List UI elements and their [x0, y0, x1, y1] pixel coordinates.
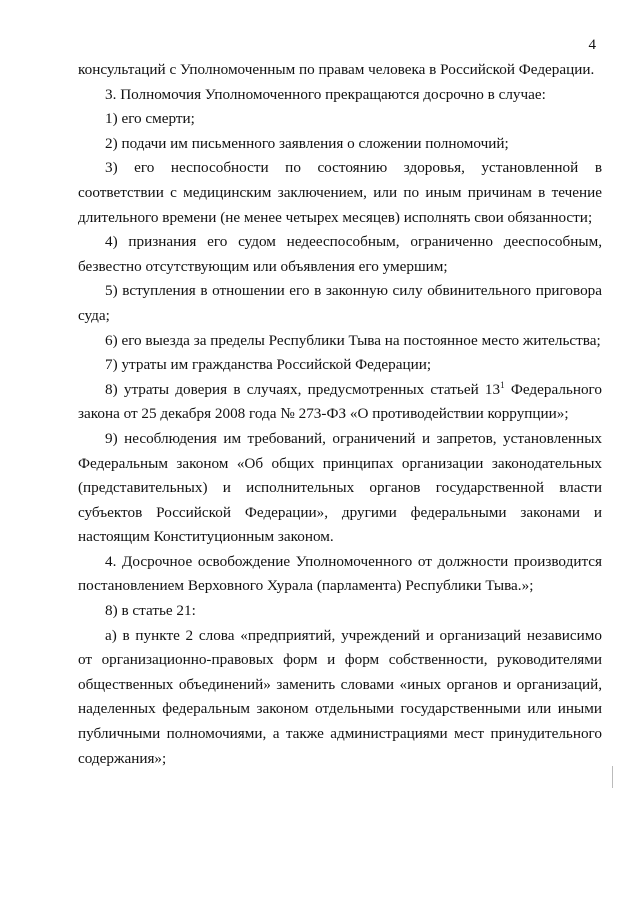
list-item-7: 7) утраты им гражданства Российской Федерации;: [105, 356, 432, 374]
paragraph-continuation: консультаций с Уполномоченным по правам человека в Российской Федерации.: [78, 61, 595, 78]
list-item-1: 1) его смерти;: [105, 110, 195, 128]
list-item-9: 9) несоблюдения им требований, ограничений и запретов, установленных Федеральным законом «Об общих принципах организации законодательных (представительных) и исполнительных органов государственной власти субъектов Российской Федерации», другими федеральными законами и настоящим Конституционным законом.: [78, 429, 602, 546]
list-item-8-text-after: Федерального закона от 25 декабря 2008 года № 273-ФЗ «О противодействии коррупции»;: [78, 380, 602, 423]
page-number: 4: [588, 37, 596, 53]
article-superscript: 1: [500, 379, 505, 390]
list-item-5: 5) вступления в отношении его в законную силу обвинительного приговора суда;: [78, 282, 602, 324]
paragraph-clause-3-heading: 3. Полномочия Уполномоченного прекращаются досрочно в случае:: [105, 85, 546, 103]
paragraph-article-21-heading: 8) в статье 21:: [105, 602, 196, 620]
list-item-3: 3) его неспособности по состоянию здоровья, установленной в соответствии с медицинским заключением, или по иным причинам в течение длительного времени (не менее четырех месяцев) исполнять свои обязанности;: [78, 159, 602, 226]
list-item-4: 4) признания его судом недееспособным, ограниченно дееспособным, безвестно отсутствующим или объявления его умершим;: [78, 233, 602, 275]
document-body: [78, 58, 602, 771]
list-item-8-text-before: 8) утраты доверия в случаях, предусмотренных статьей 13: [105, 380, 501, 398]
scan-margin-mark: [612, 766, 613, 788]
list-item-6: 6) его выезда за пределы Республики Тыва на постоянное место жительства;: [105, 331, 601, 349]
list-item-2: 2) подачи им письменного заявления о сложении полномочий;: [105, 134, 509, 152]
list-item-8: [78, 378, 602, 427]
paragraph-subclause-a: а) в пункте 2 слова «предприятий, учреждений и организаций независимо от организационно-правовых форм и форм собственности, руководителями общественных объединений» заменить словами «иных органов и организаций, наделенных федеральным законом отдельными государственными или иными публичными полномочиями, а также администрациями мест принудительного содержания»;: [78, 626, 602, 767]
paragraph-clause-4: 4. Досрочное освобождение Уполномоченного от должности производится постановлением Верховного Хурала (парламента) Республики Тыва.»;: [78, 552, 602, 595]
